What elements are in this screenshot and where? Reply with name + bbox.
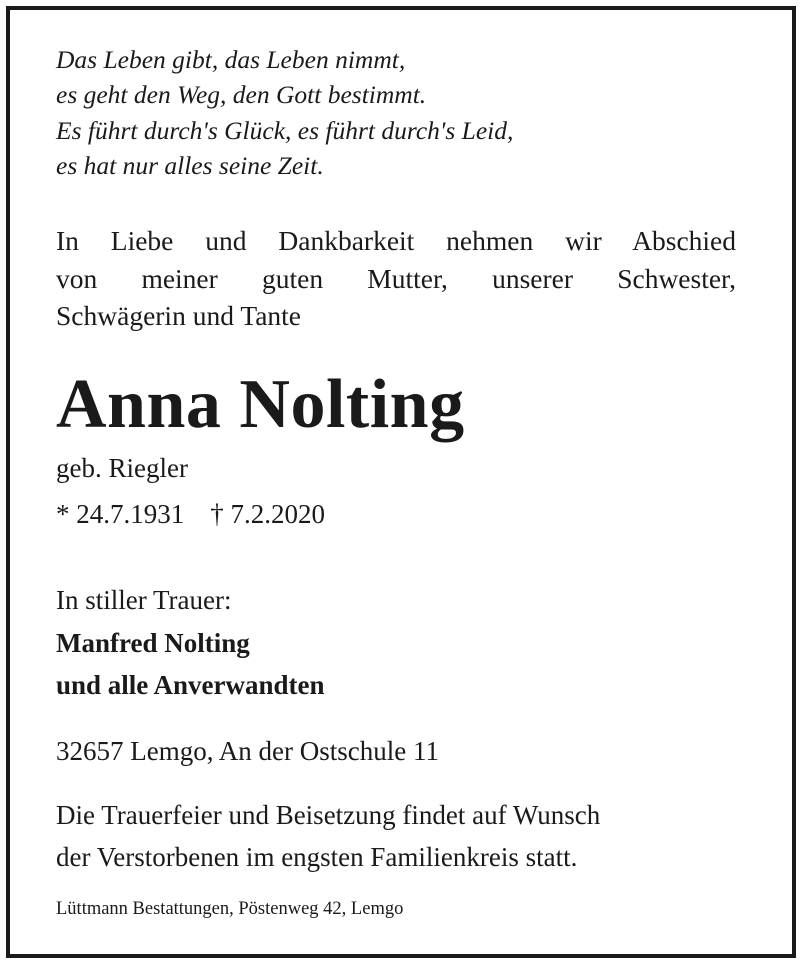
cross-icon <box>578 322 722 732</box>
farewell-line: Schwägerin und Tante <box>56 300 302 331</box>
poem-line: Es führt durch's Glück, es führt durch's Leid, <box>56 115 514 145</box>
undertaker-info: Lüttmann Bestattungen, Pöstenweg 42, Lemgo <box>56 899 404 919</box>
poem-line: Das Leben gibt, das Leben nimmt, <box>56 45 406 74</box>
birth-date: * 24.7.1931 <box>56 499 185 529</box>
notice-line: der Verstorbenen im engsten Familienkreis statt. <box>56 842 578 872</box>
deceased-name: Anna Nolting <box>56 366 465 443</box>
mourner-relatives: und alle Anverwandten <box>56 670 325 700</box>
death-date: † 7.2.2020 <box>210 499 325 529</box>
memorial-poem <box>56 42 696 183</box>
farewell-text <box>56 222 736 335</box>
mourner-name: Manfred Nolting <box>56 628 250 658</box>
poem-line: es geht den Weg, den Gott bestimmt. <box>56 80 427 110</box>
life-dates <box>56 496 325 532</box>
farewell-line: In Liebe und Dankbarkeit nehmen wir Abschied <box>56 225 736 256</box>
family-address: 32657 Lemgo, An der Ostschule 11 <box>56 736 439 766</box>
farewell-line: von meiner guten Mutter, unserer Schwester, <box>56 262 736 294</box>
maiden-name: geb. Riegler <box>56 453 188 483</box>
notice-line: Die Trauerfeier und Beisetzung findet auf Wunsch <box>56 800 601 830</box>
funeral-notice <box>56 794 600 878</box>
poem-line: es hat nur alles seine Zeit. <box>56 150 324 180</box>
mourners-heading: In stiller Trauer: <box>56 585 232 615</box>
